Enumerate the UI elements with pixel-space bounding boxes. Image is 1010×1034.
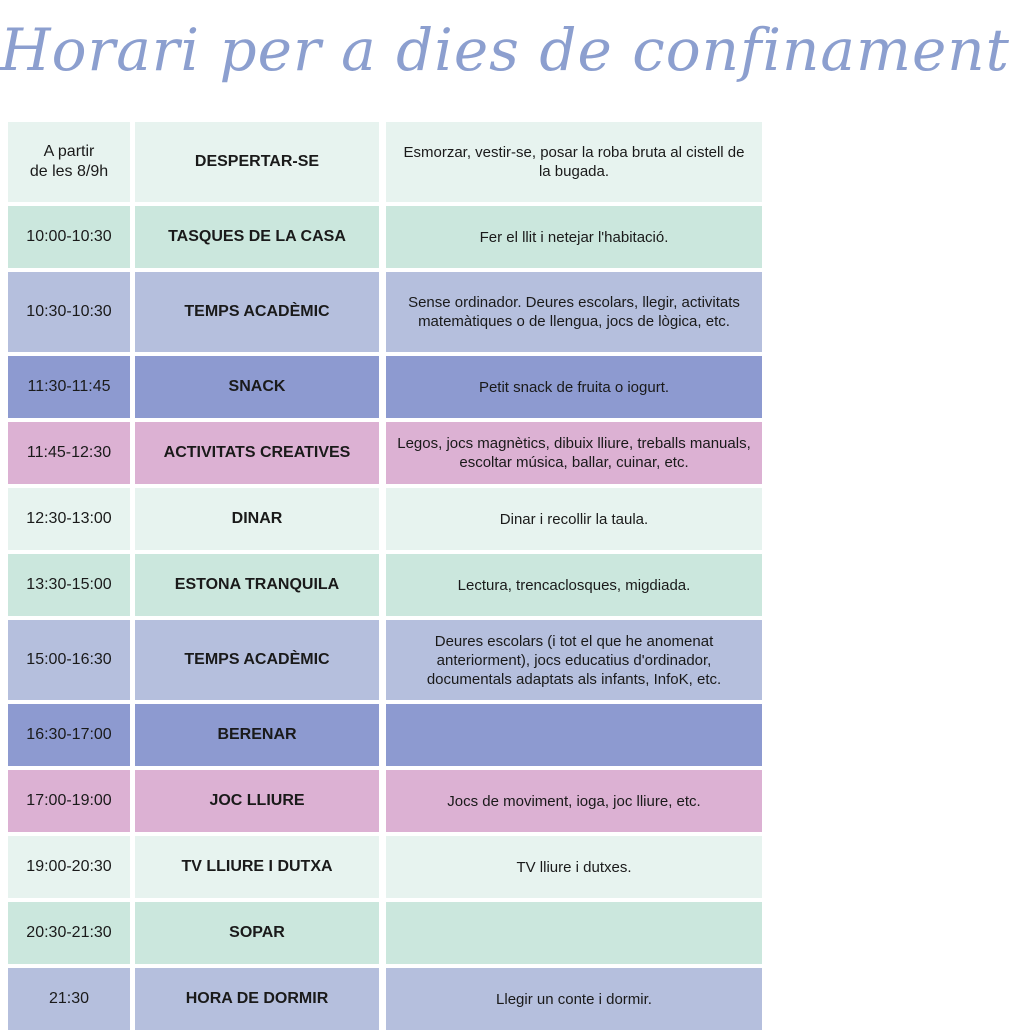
table-row: [8, 620, 763, 700]
time-cell: 21:30: [8, 968, 130, 1030]
table-row: [8, 902, 763, 964]
time-cell: 11:30-11:45: [8, 356, 130, 418]
table-row: [8, 356, 763, 418]
activity-cell: SOPAR: [135, 902, 379, 964]
time-cell: 13:30-15:00: [8, 554, 130, 616]
table-row: [8, 968, 763, 1030]
activity-cell: JOC LLIURE: [135, 770, 379, 832]
description-cell: Petit snack de fruita o iogurt.: [386, 356, 762, 418]
time-cell: 17:00-19:00: [8, 770, 130, 832]
table-row: [8, 488, 763, 550]
activity-cell: DINAR: [135, 488, 379, 550]
table-row: [8, 770, 763, 832]
time-cell: 10:00-10:30: [8, 206, 130, 268]
activity-cell: SNACK: [135, 356, 379, 418]
table-row: [8, 122, 763, 202]
time-cell: A partir de les 8/9h: [8, 122, 130, 202]
page-title: Horari per a dies de confinament: [0, 16, 1010, 84]
table-row: [8, 272, 763, 352]
description-cell: Dinar i recollir la taula.: [386, 488, 762, 550]
activity-cell: HORA DE DORMIR: [135, 968, 379, 1030]
activity-cell: BERENAR: [135, 704, 379, 766]
time-cell: 19:00-20:30: [8, 836, 130, 898]
description-cell: Llegir un conte i dormir.: [386, 968, 762, 1030]
description-cell: Legos, jocs magnètics, dibuix lliure, treballs manuals, escoltar música, ballar, cuinar, etc.: [386, 422, 762, 484]
table-row: [8, 206, 763, 268]
activity-cell: TV LLIURE I DUTXA: [135, 836, 379, 898]
description-cell: Jocs de moviment, ioga, joc lliure, etc.: [386, 770, 762, 832]
activity-cell: ESTONA TRANQUILA: [135, 554, 379, 616]
activity-cell: ACTIVITATS CREATIVES: [135, 422, 379, 484]
description-cell: Sense ordinador. Deures escolars, llegir, activitats matemàtiques o de llengua, jocs de lògica, etc.: [386, 272, 762, 352]
activity-cell: TEMPS ACADÈMIC: [135, 620, 379, 700]
time-cell: 20:30-21:30: [8, 902, 130, 964]
table-row: [8, 422, 763, 484]
description-cell: [386, 704, 762, 766]
description-cell: TV lliure i dutxes.: [386, 836, 762, 898]
activity-cell: TASQUES DE LA CASA: [135, 206, 379, 268]
description-cell: Lectura, trencaclosques, migdiada.: [386, 554, 762, 616]
time-cell: 12:30-13:00: [8, 488, 130, 550]
activity-cell: DESPERTAR-SE: [135, 122, 379, 202]
description-cell: Fer el llit i netejar l'habitació.: [386, 206, 762, 268]
time-cell: 15:00-16:30: [8, 620, 130, 700]
time-cell: 11:45-12:30: [8, 422, 130, 484]
description-cell: Esmorzar, vestir-se, posar la roba bruta al cistell de la bugada.: [386, 122, 762, 202]
table-row: [8, 554, 763, 616]
schedule-table: [8, 122, 763, 1034]
time-cell: 10:30-10:30: [8, 272, 130, 352]
time-cell: 16:30-17:00: [8, 704, 130, 766]
table-row: [8, 836, 763, 898]
table-row: [8, 704, 763, 766]
description-cell: [386, 902, 762, 964]
activity-cell: TEMPS ACADÈMIC: [135, 272, 379, 352]
description-cell: Deures escolars (i tot el que he anomenat anteriorment), jocs educatius d'ordinador, documentals adaptats als infants, InfoK, etc.: [386, 620, 762, 700]
